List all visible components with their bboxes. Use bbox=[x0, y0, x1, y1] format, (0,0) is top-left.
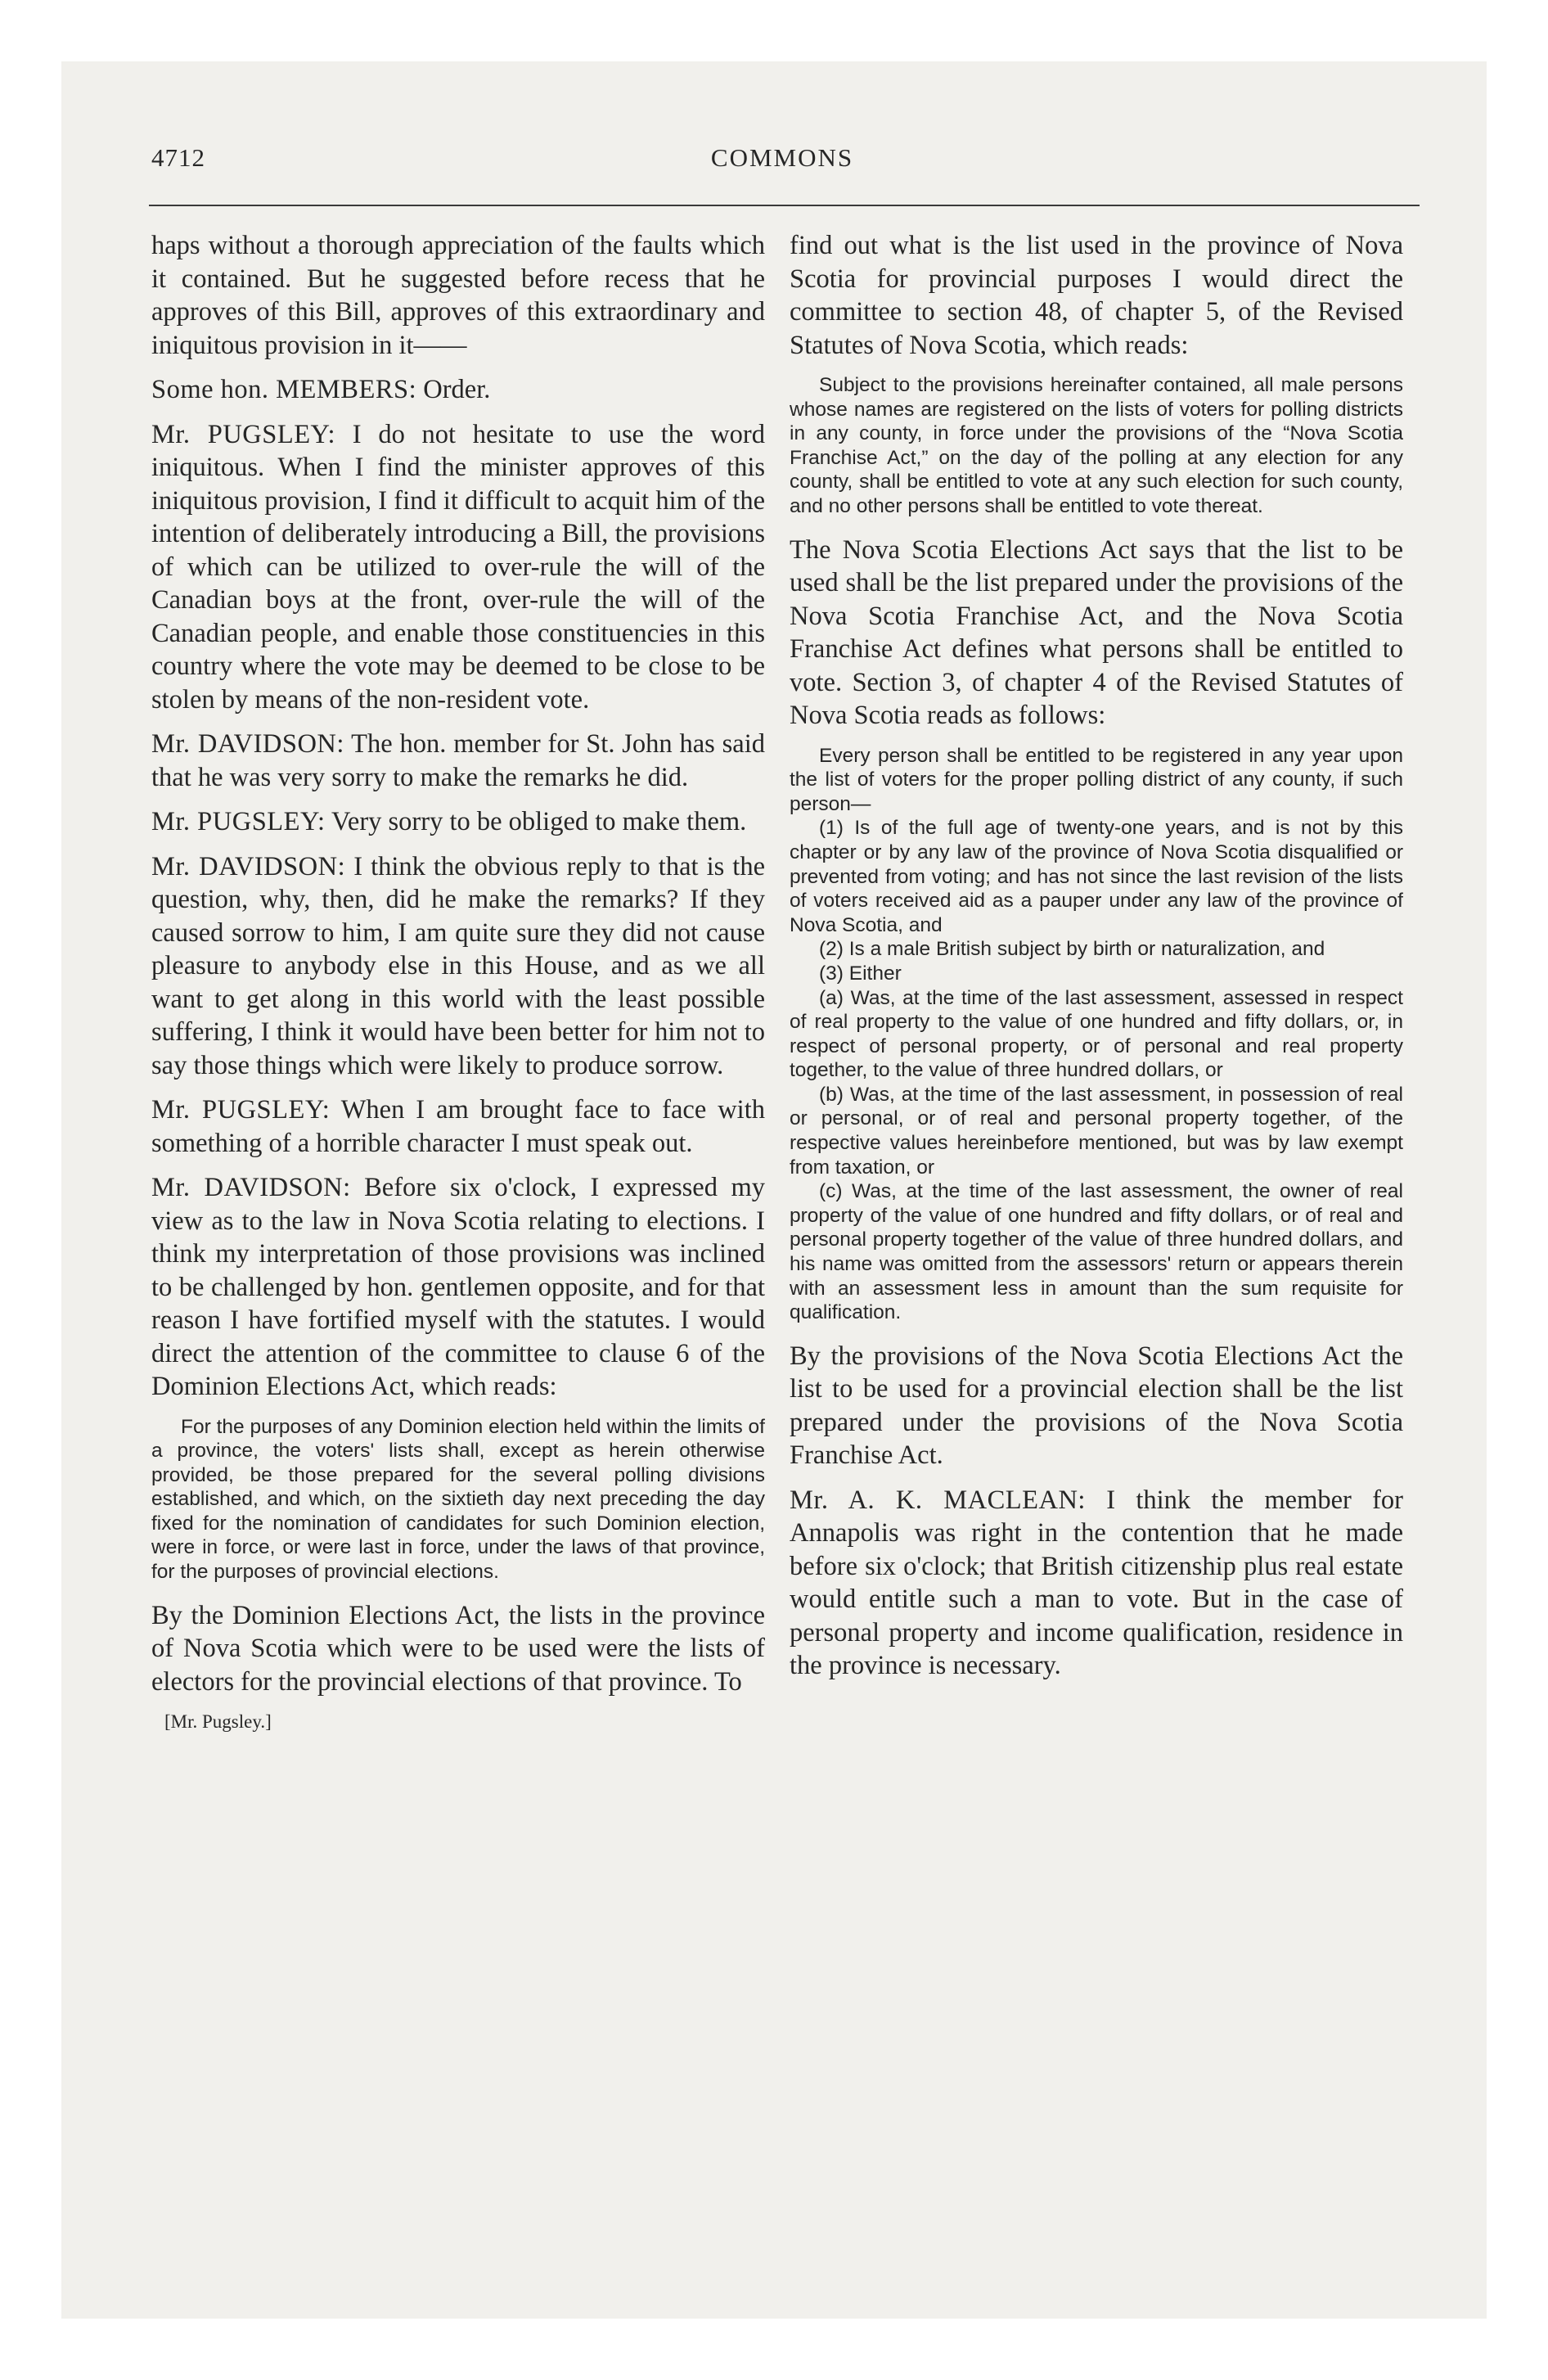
speech bbox=[151, 1093, 765, 1160]
quote-clause: (1) Is of the full age of twenty-one years, and is not by this chapter or by any law of the province of Nova Scotia disqualified or prevented from voting; and has not since the last revision of the lists of voters received aid as a pauper under any law of the province of Nova Scotia, and bbox=[790, 817, 1403, 936]
speech bbox=[151, 728, 765, 794]
paragraph: By the Dominion Elections Act, the lists in the province of Nova Scotia which were to be used were the lists of electors for the provincial elections of that province. To bbox=[151, 1600, 765, 1697]
paragraph: The Nova Scotia Elections Act says that the list to be used shall be the list prepared under the provisions of the Nova Scotia Franchise Act, and the Nova Scotia Franchise Act defines what persons shall be entitled to vote. Section 3, of chapter 4 of the Revised Statutes of Nova Scotia reads as follows: bbox=[790, 534, 1403, 731]
paragraph: haps without a thorough appreciation of the faults which it contained. But he suggested before recess that he approves of this Bill, approves of this extraordinary and iniquitous provision in it—— bbox=[151, 231, 765, 360]
speech bbox=[151, 418, 765, 717]
header-rule bbox=[149, 205, 1420, 206]
speech bbox=[151, 850, 765, 1083]
speech bbox=[151, 805, 765, 839]
speech-text: The hon. member for St. John has said that he was very sorry to make the remarks he did. bbox=[151, 729, 765, 792]
quote-clause: (2) Is a male British subject by birth or naturalization, and bbox=[819, 938, 1325, 961]
page-number: 4712 bbox=[151, 143, 205, 172]
quote-lead: Every person shall be entitled to be registered in any year upon the list of voters for the proper polling district of any county, if such person— bbox=[790, 744, 1403, 815]
speech-text: When I am brought face to face with something of a horrible character I must speak out. bbox=[151, 1095, 765, 1158]
speaker-name: Mr. PUGSLEY: bbox=[151, 419, 336, 449]
speaker-name: Mr. DAVIDSON: bbox=[151, 729, 344, 759]
speaker-attribution: [Mr. Pugsley.] bbox=[164, 1711, 272, 1733]
speaker-name: Mr. PUGSLEY: bbox=[151, 1095, 331, 1125]
quote-clause: (3) Either bbox=[819, 962, 902, 985]
quote-text: Subject to the provisions hereinafter contained, all male persons whose names are registered on the lists of voters for polling districts in any county, in force under the provisions of the “Nova Scotia Franchise Act,” on the day of the polling at any election for any county, shall be entitled to vote at any such election for such county, and no other persons shall be entitled to vote thereat. bbox=[790, 374, 1403, 517]
speaker-name: Some hon. MEMBERS: bbox=[151, 375, 417, 404]
statute-quote bbox=[151, 1415, 765, 1584]
speech-text: I think the obvious reply to that is the question, why, then, did he make the remarks? If they caused sorrow to him, I am quite sure they did not cause pleasure to anybody else in this House, and as we all want to get along in this world with the least possible suffering, I think it would have been better for him not to say those things which were likely to produce sorrow. bbox=[151, 851, 766, 1080]
paragraph: find out what is the list used in the province of Nova Scotia for provincial purposes I would direct the committee to section 48, of chapter 5, of the Revised Statutes of Nova Scotia, which reads: bbox=[790, 231, 1403, 360]
speech-text: Very sorry to be obliged to make them. bbox=[325, 807, 747, 836]
statute-quote bbox=[790, 744, 1403, 1325]
left-column bbox=[151, 229, 765, 1734]
speech bbox=[151, 373, 765, 407]
document-page bbox=[61, 61, 1487, 2319]
speech bbox=[790, 1484, 1403, 1683]
statute-quote bbox=[790, 373, 1403, 519]
running-head: COMMONS bbox=[710, 143, 854, 172]
speech-text: Before six o'clock, I expressed my view as to the law in Nova Scotia relating to elections. I think my interpretation of those provisions was inclined to be challenged by hon. gentlemen opposite, and for that reason I have fortified myself with the statutes. I would direct the attention of the committee to clause 6 of the Dominion Elections Act, which reads: bbox=[151, 1173, 765, 1401]
quote-clause: (b) Was, at the time of the last assessment, in possession of real or personal, or of real and personal property together, of the respective values hereinbefore mentioned, but was by law exempt from taxation, or bbox=[790, 1083, 1403, 1179]
speech-text: I think the member for Annapolis was right in the contention that he made before six o'clock; that British citizenship plus real estate would entitle such a man to vote. But in the case of personal property and income qualification, residence in the province is necessary. bbox=[790, 1485, 1404, 1681]
right-column bbox=[790, 229, 1403, 1694]
speech-text: Order. bbox=[416, 375, 491, 404]
speaker-name: Mr. DAVIDSON: bbox=[151, 1173, 351, 1202]
quote-text: For the purposes of any Dominion election held within the limits of a province, the voters' lists shall, except as herein otherwise provided, be those prepared for the several polling divisions established, and which, on the sixtieth day next preceding the day fixed for the nomination of candidates for such Dominion election, were in force, or were last in force, under the laws of that province, for the purposes of provincial elections. bbox=[151, 1415, 765, 1584]
speaker-name: Mr. A. K. MACLEAN: bbox=[790, 1485, 1086, 1515]
quote-clause: (a) Was, at the time of the last assessment, assessed in respect of real property to the value of one hundred and fifty dollars, or, in respect of personal property, or of personal and real property together, to the value of three hundred dollars, or bbox=[790, 986, 1403, 1082]
speaker-name: Mr. PUGSLEY: bbox=[151, 807, 326, 836]
speaker-name: Mr. DAVIDSON: bbox=[151, 851, 346, 881]
paragraph: By the provisions of the Nova Scotia Elections Act the list to be used for a provincial election shall be the list prepared under the provisions of the Nova Scotia Franchise Act. bbox=[790, 1341, 1403, 1471]
speech-text: I do not hesitate to use the word iniquitous. When I find the minister approves of this iniquitous provision, I find it difficult to acquit him of the intention of deliberately introducing a Bill, the provisions of which can be utilized to over-rule the will of the Canadian boys at the front, over-rule the will of the Canadian people, and enable those constituencies in this country where the vote may be deemed to be close to be stolen by means of the non-resident vote. bbox=[151, 419, 765, 714]
speech bbox=[151, 1171, 765, 1404]
page-header bbox=[151, 143, 1413, 192]
quote-clause: (c) Was, at the time of the last assessment, the owner of real property of the value of one hundred and fifty dollars, or of real and personal property together of the value of three hundred dollars, and his name was omitted from the assessors' return or appears therein with an assessment less in amount than the sum requisite for qualification. bbox=[790, 1180, 1403, 1324]
